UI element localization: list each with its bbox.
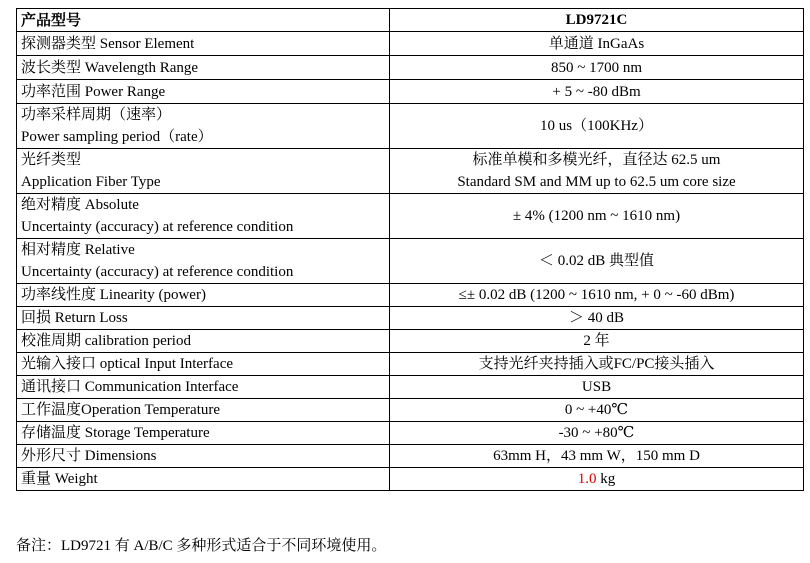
spec-name-cell [17,330,390,353]
spec-name-cell [17,353,390,376]
weight-number: 1.0 [577,471,597,487]
spec-value-cell [390,32,804,56]
spec-name-text: 探测器类型 Sensor Element [21,35,195,52]
spec-value-text: ＞ 40 dB [568,310,624,326]
table-row [17,353,804,376]
table-header-row [17,9,804,32]
table-row [17,104,804,149]
table-row [17,445,804,468]
product-model-label: 产品型号 [17,9,390,32]
table-row [17,330,804,353]
spec-name-cell [17,284,390,307]
spec-value-cell [390,445,804,468]
spec-name-text: 功率范围 Power Range [21,83,166,100]
spec-name-text: 光纤类型 [21,152,82,168]
spec-value-cell [390,104,804,149]
table-row-weight [17,468,804,491]
product-model-value: LD9721C [390,9,804,32]
spec-name-text: 绝对精度 Absolute [21,197,139,213]
spec-name-text: 功率线性度 Linearity (power) [21,287,206,303]
spec-name-cell [17,80,390,104]
table-row [17,32,804,56]
spec-value-cell [390,194,804,239]
spec-name-cell [17,194,390,239]
spec-name-cell [17,399,390,422]
spec-name-cell [17,376,390,399]
spec-name-cell [17,56,390,80]
table-row [17,399,804,422]
weight-unit: kg [596,471,616,487]
spec-value-text: ± 4% (1200 nm ~ 1610 nm) [512,208,681,224]
spec-name-text: 回损 Return Loss [21,310,128,326]
table-row [17,239,804,284]
spec-name-text: Uncertainty (accuracy) at reference condition [21,219,294,235]
spec-name-text: 相对精度 Relative [21,242,135,258]
spec-value-text: 0 ~ +40℃ [564,402,629,418]
spec-name-text: 光输入接口 optical Input Interface [21,356,234,372]
spec-name-text: 校准周期 calibration period [21,333,191,349]
table-row [17,284,804,307]
spec-name-text: Application Fiber Type [21,174,161,190]
spec-name-cell [17,422,390,445]
spec-value-text: 63mm H，43 mm W，150 mm D [493,448,700,464]
table-row [17,422,804,445]
spec-name-text: 功率采样周期（速率） [21,107,172,123]
spec-name-cell [17,104,390,149]
spec-value-text: 10 us（100KHz） [540,118,653,134]
spec-value-cell [390,422,804,445]
spec-name-text: 存储温度 Storage Temperature [21,425,210,441]
spec-value-text: ＜ 0.02 dB 典型值 [538,253,654,269]
spec-name-text: 通讯接口 Communication Interface [21,379,239,395]
spec-value-text: Standard SM and MM up to 62.5 um core size [457,174,736,190]
spec-value-cell [390,307,804,330]
spec-value-cell [390,56,804,80]
table-row [17,376,804,399]
spec-value-text: 2 年 [583,333,610,349]
spec-name-cell [17,149,390,194]
spec-value-text: ≤± 0.02 dB (1200 ~ 1610 nm, + 0 ~ -60 dBm) [458,287,735,303]
spec-name-text: 波长类型 Wavelength Range [21,59,199,76]
spec-value-cell [390,330,804,353]
spec-name-cell [17,307,390,330]
spec-value-cell [390,149,804,194]
spec-value-cell [390,239,804,284]
table-row [17,194,804,239]
spec-name-text: Power sampling period（rate） [21,129,213,145]
table-row [17,307,804,330]
spec-value-text: 标准单模和多模光纤，直径达 62.5 um [472,152,721,168]
spec-name-text: Uncertainty (accuracy) at reference condition [21,264,294,280]
spec-value-text: 850 ~ 1700 nm [550,59,643,76]
spec-name-text: 外形尺寸 Dimensions [21,448,157,464]
spec-value-cell [390,353,804,376]
spec-name-text: 工作温度Operation Temperature [21,402,221,418]
spec-value-text: USB [581,379,612,395]
spec-value-cell [390,80,804,104]
spec-value-text: -30 ~ +80℃ [558,425,635,441]
spec-value-cell [390,399,804,422]
weight-value-cell [390,468,804,491]
table-row [17,80,804,104]
table-row [17,149,804,194]
spec-value-text: 单通道 InGaAs [548,35,645,52]
spec-table [16,8,804,491]
spec-value-text: + 5 ~ -80 dBm [552,83,641,100]
weight-label: 重量 Weight [17,468,390,491]
spec-value-text: 支持光纤夹持插入或FC/PC接头插入 [478,356,715,372]
spec-value-cell [390,376,804,399]
spec-value-cell [390,284,804,307]
spec-name-cell [17,32,390,56]
spec-name-cell [17,239,390,284]
spec-name-cell [17,445,390,468]
table-row [17,56,804,80]
footnote: 备注：LD9721 有 A/B/C 多种形式适合于不同环境使用。 [16,538,387,554]
